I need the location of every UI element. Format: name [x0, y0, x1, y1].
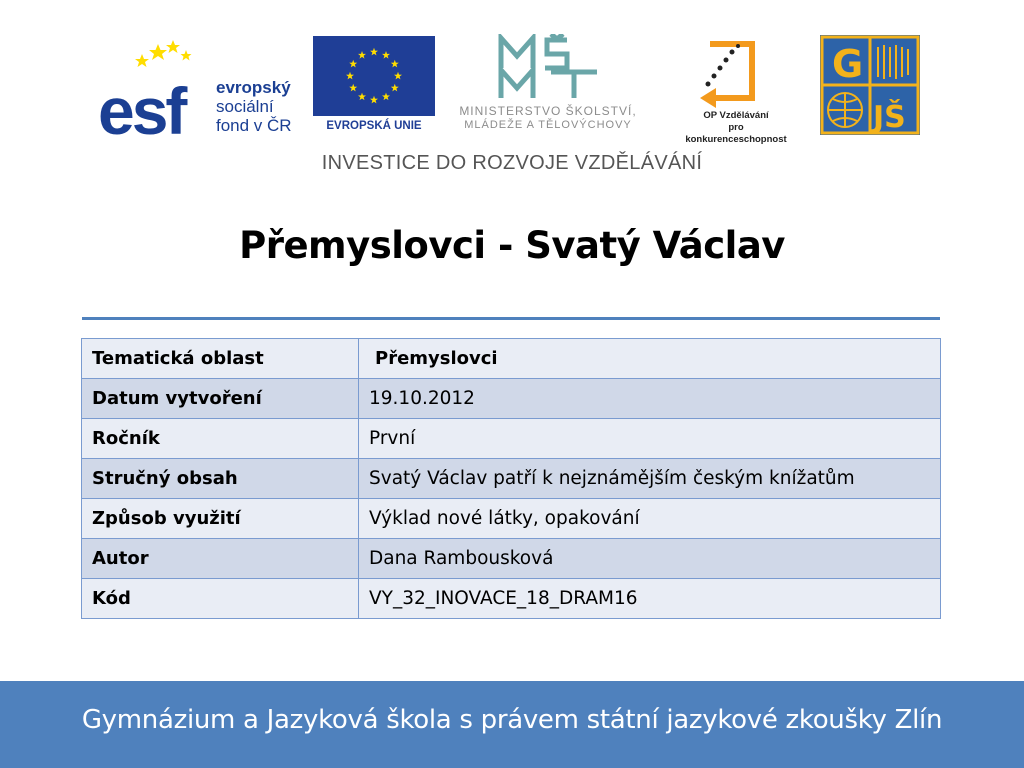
page-title: Přemyslovci - Svatý Václav [239, 224, 785, 267]
table-row [82, 339, 941, 379]
table-row [82, 419, 941, 459]
gjs-crest-icon [820, 35, 920, 135]
table-row [82, 459, 941, 499]
table-row [82, 499, 941, 539]
eu-logo [313, 36, 435, 136]
row-value-zpusob-vyuziti: Výklad nové látky, opakování [359, 499, 941, 539]
eu-flag-icon [313, 36, 435, 116]
svg-text:JŠ: JŠ [873, 100, 906, 135]
op-line-2: pro konkurenceschopnost [685, 122, 787, 145]
esf-logo [98, 36, 308, 136]
svg-text:G: G [832, 42, 864, 86]
row-value-strucny-obsah: Svatý Václav patří k nejznámějším českým knížatům [359, 459, 941, 499]
gjs-logo [820, 35, 920, 135]
svg-text:esf: esf [98, 74, 185, 136]
info-table [81, 338, 941, 619]
msmt-line-1: MINISTERSTVO ŠKOLSTVÍ, [459, 104, 637, 118]
table-row [82, 379, 941, 419]
msmt-line-2: MLÁDEŽE A TĚLOVÝCHOVY [464, 119, 632, 131]
op-mark-icon [686, 36, 758, 108]
esf-line-1: evropský [216, 78, 291, 97]
table-row [82, 579, 941, 619]
esf-mark-icon [98, 36, 210, 136]
row-value-datum: 19.10.2012 [359, 379, 941, 419]
row-label-rocnik: Ročník [82, 419, 359, 459]
msmt-logo [443, 34, 653, 136]
row-label-autor: Autor [82, 539, 359, 579]
row-value-tematicka-oblast: Přemyslovci [359, 339, 941, 379]
row-label-zpusob-vyuziti: Způsob využití [82, 499, 359, 539]
msmt-mark-icon [497, 34, 601, 100]
investice-tagline: INVESTICE DO ROZVOJE VZDĚLÁVÁNÍ [321, 152, 703, 174]
row-value-kod: VY_32_INOVACE_18_DRAM16 [359, 579, 941, 619]
table-row [82, 539, 941, 579]
esf-line-3: fond v ČR [216, 116, 292, 135]
footer-school-name: Gymnázium a Jazyková škola s právem státní jazykové zkoušky Zlín [81, 705, 943, 735]
row-label-tematicka-oblast: Tematická oblast [82, 339, 359, 379]
row-label-kod: Kód [82, 579, 359, 619]
title-divider [82, 317, 940, 320]
row-label-datum: Datum vytvoření [82, 379, 359, 419]
esf-line-2: sociální [216, 97, 274, 116]
eu-label: EVROPSKÁ UNIE [326, 120, 422, 132]
row-value-rocnik: První [359, 419, 941, 459]
row-value-autor: Dana Rambousková [359, 539, 941, 579]
op-logo [680, 36, 792, 145]
op-line-1: OP Vzdělávání [703, 110, 769, 121]
footer-bar [0, 681, 1024, 768]
row-label-strucny-obsah: Stručný obsah [82, 459, 359, 499]
